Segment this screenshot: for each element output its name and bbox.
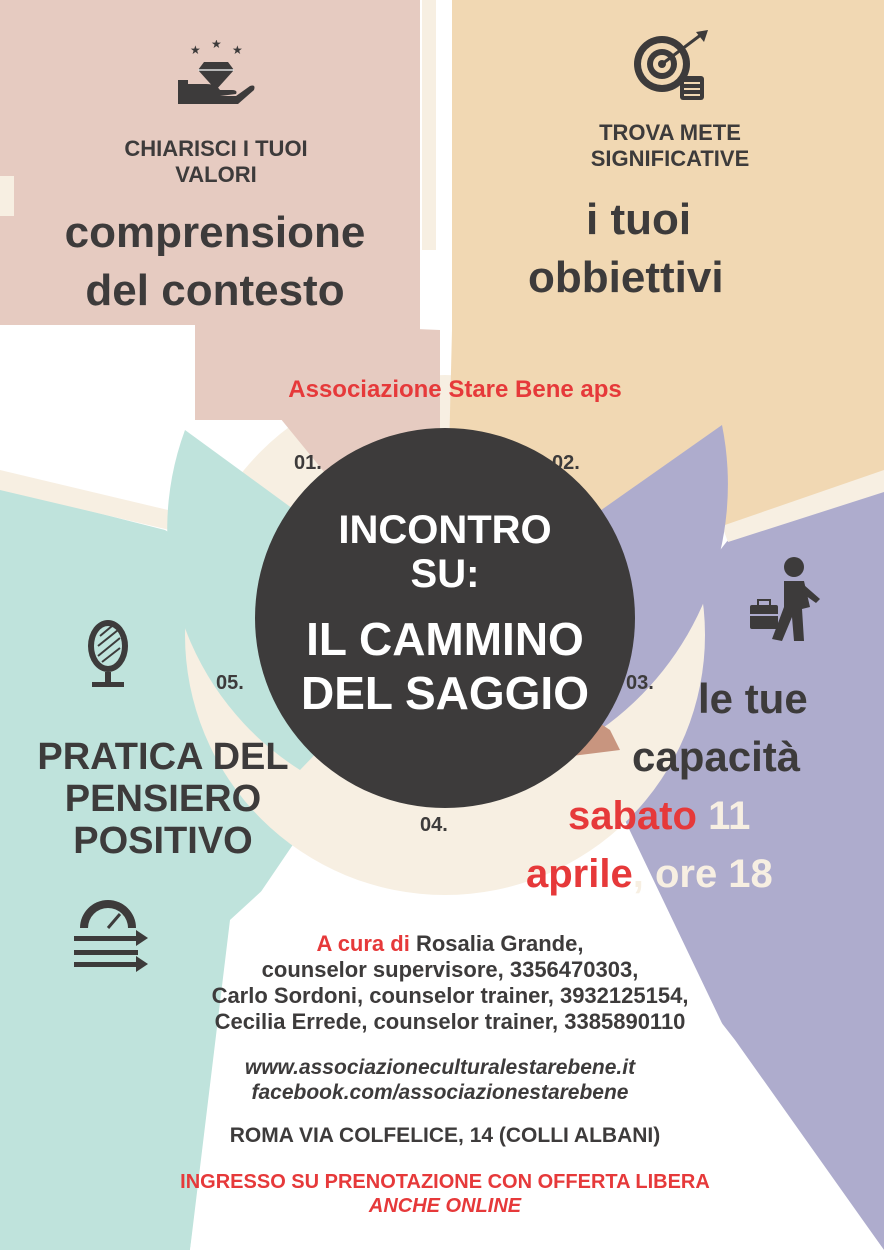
svg-text:★: ★: [190, 43, 201, 57]
goals-heading-line1: i tuoi: [586, 195, 692, 244]
values-label-line1: CHIARISCI I TUOI: [124, 136, 308, 161]
event-title-line1: IL CAMMINO: [306, 613, 584, 665]
event-intro: [275, 508, 615, 596]
booking: [120, 1170, 770, 1218]
credits: [140, 931, 760, 1035]
organization-name: Associazione Stare Bene aps: [288, 376, 622, 403]
event-date-line1: [568, 792, 750, 840]
number-01: 01.: [294, 452, 322, 474]
positive-heading-line2: PENSIERO: [64, 778, 262, 820]
goals-label-line2: SIGNIFICATIVE: [590, 146, 750, 171]
event-day-number: 11: [708, 794, 751, 838]
goals-label-line1: TROVA METE: [599, 120, 741, 145]
event-time: , ore 18: [632, 852, 773, 896]
credits-line1: [140, 931, 760, 957]
event-intro-line2: SU:: [410, 552, 480, 596]
skills-heading-line1: le tue: [698, 675, 808, 722]
credits-line3: Carlo Sordoni, counselor trainer, 3932125154,: [211, 983, 689, 1008]
svg-text:★: ★: [232, 43, 243, 57]
goals-heading-line2: obbiettivi: [528, 253, 724, 302]
values-heading-line1: comprensione: [64, 208, 366, 257]
number-04: 04.: [420, 814, 448, 836]
website-link[interactable]: www.associazioneculturalestarebene.it: [244, 1056, 636, 1079]
event-title: [262, 612, 628, 720]
goals-label: [540, 120, 800, 172]
skills-heading-line2: capacità: [632, 733, 801, 780]
booking-line1: INGRESSO SU PRENOTAZIONE CON OFFERTA LIBERA: [180, 1171, 710, 1193]
event-month: aprile: [526, 852, 633, 896]
positive-heading-line1: PRATICA DEL: [37, 736, 289, 778]
bg-cream-stripe-top: [422, 0, 436, 250]
mirror-icon: [80, 618, 136, 690]
bg-cream-stripe-left: [0, 176, 14, 216]
diamond-hand-icon: [176, 40, 256, 108]
values-label: [86, 136, 346, 188]
walking-person-icon: [748, 555, 828, 645]
event-intro-line1: INCONTRO: [338, 508, 552, 552]
facebook-link[interactable]: facebook.com/associazionestarebene: [251, 1081, 629, 1104]
number-05: 05.: [216, 672, 244, 694]
svg-text:★: ★: [211, 40, 222, 51]
credits-prefix: A cura di: [316, 931, 410, 956]
values-heading: [20, 204, 410, 320]
positive-heading: [20, 736, 306, 862]
event-date-line2: [526, 850, 773, 898]
web-links: [140, 1055, 740, 1105]
number-02: 02.: [552, 452, 580, 474]
positive-heading-line3: POSITIVO: [73, 820, 253, 862]
number-03: 03.: [626, 672, 654, 694]
credits-name-1: Rosalia Grande,: [415, 931, 584, 956]
booking-line2: ANCHE ONLINE: [368, 1195, 522, 1217]
location: ROMA VIA COLFELICE, 14 (COLLI ALBANI): [229, 1124, 661, 1147]
credits-line4: Cecilia Errede, counselor trainer, 3385890110: [214, 1009, 686, 1034]
credits-line2: counselor supervisore, 3356470303,: [261, 957, 639, 982]
values-label-line2: VALORI: [175, 162, 257, 187]
event-title-line2: DEL SAGGIO: [301, 667, 589, 719]
target-icon: [632, 28, 712, 104]
gauge-arrows-icon: [72, 898, 150, 972]
event-day-name: sabato: [568, 794, 697, 838]
values-heading-line2: del contesto: [85, 266, 345, 315]
